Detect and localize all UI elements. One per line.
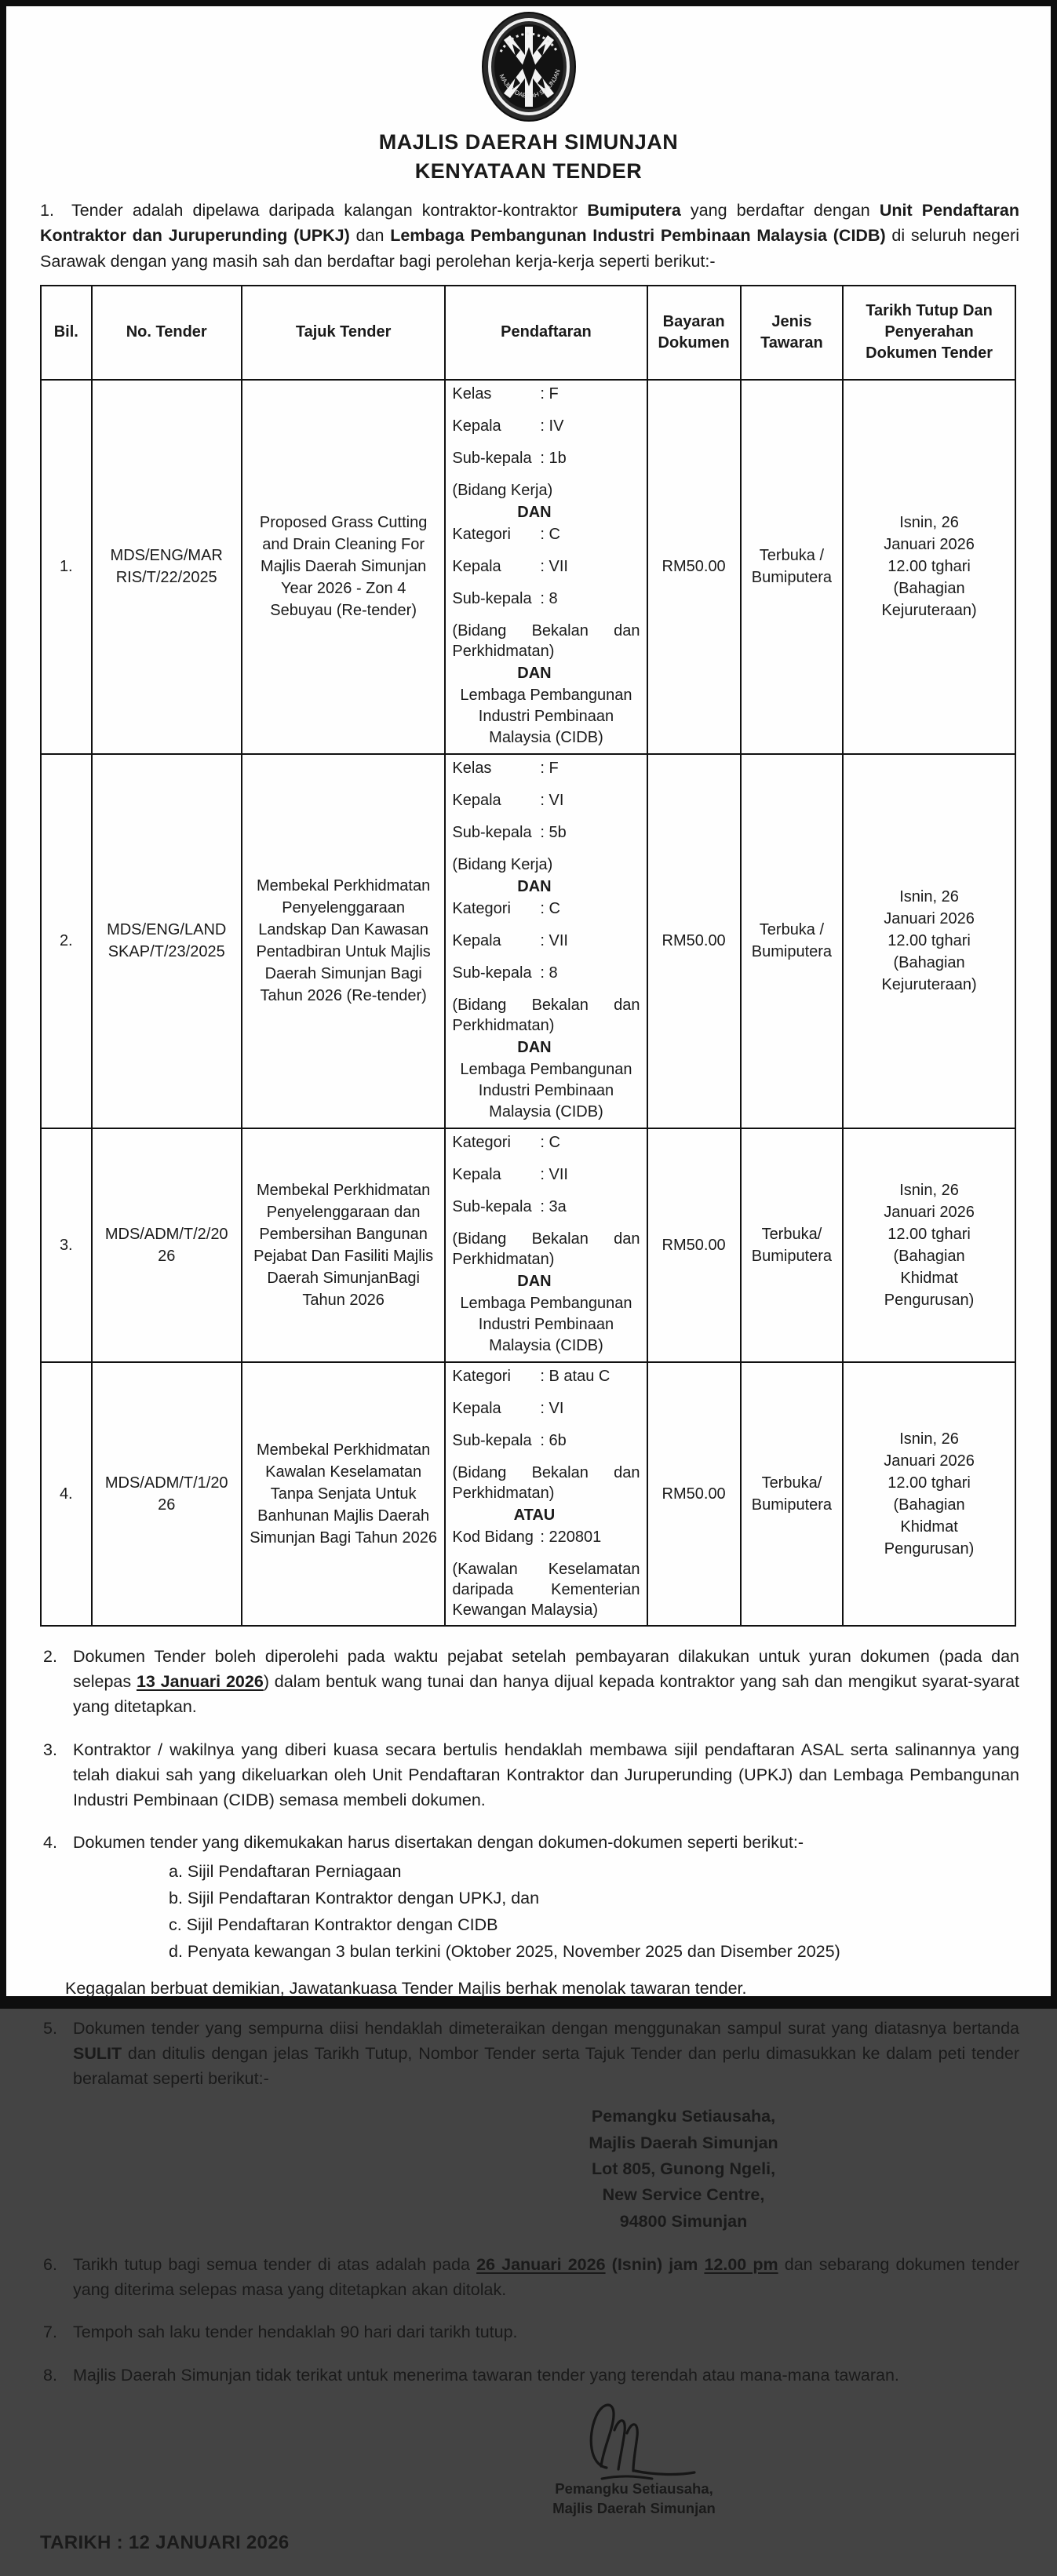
note-item: [40, 1737, 1019, 1813]
cell-tajuk: Proposed Grass Cutting and Drain Cleaning For Majlis Daerah Simunjan Year 2026 - Zon 4 Sebuyau (Re-tender): [242, 380, 446, 754]
tarikh-line: Januari 2026: [884, 536, 975, 554]
pendaftaran-value: : 220801: [540, 1528, 602, 1546]
cell-bayaran: RM50.00: [647, 380, 741, 754]
address-line: New Service Centre,: [602, 2185, 765, 2205]
pendaftaran-pair: [452, 1164, 640, 1185]
tarikh-line: Khidmat: [900, 1518, 958, 1536]
pendaftaran-pair: [452, 931, 640, 951]
note-item: [40, 2016, 1019, 2092]
pendaftaran-line: (Bidang Bekalan dan Perkhidmatan): [452, 1230, 640, 1268]
note-number: 4.: [43, 1833, 57, 1853]
cell-no-tender: [92, 1128, 242, 1362]
cell-jenis: Terbuka/ Bumiputera: [741, 1128, 843, 1362]
pendaftaran-value: : VI: [540, 791, 564, 809]
pendaftaran-label: Kod Bidang: [452, 1528, 534, 1546]
pendaftaran-value: : VII: [540, 931, 568, 949]
pendaftaran-pair: [452, 1430, 640, 1451]
cell-no-tender: [92, 1362, 242, 1626]
cell-bil: 3.: [41, 1128, 92, 1362]
pendaftaran-value: : C: [540, 1133, 560, 1151]
pendaftaran-value: : 3a: [540, 1197, 567, 1215]
pendaftaran-value: : F: [540, 759, 559, 777]
cell-jenis: Terbuka / Bumiputera: [741, 380, 843, 754]
note-number: 6.: [43, 2254, 57, 2274]
pendaftaran-label: Sub-kepala: [452, 589, 532, 607]
text-segment: (Isnin) jam: [605, 2254, 705, 2274]
text-segment: dan ditulis dengan jelas Tarikh Tutup, Nombor Tender serta Tajuk Tender dan perlu dimasukkan ke dalam peti tender beralamat seperti berikut:-: [73, 2043, 1019, 2088]
pendaftaran-value: : 1b: [540, 449, 567, 467]
text-segment: Tender adalah dipelawa daripada kalangan kontraktor-kontraktor: [71, 201, 588, 220]
sublist-item: d. Penyata kewangan 3 bulan terkini (Oktober 2025, November 2025 dan Disember 2025): [169, 1942, 840, 1962]
pendaftaran-line: Lembaga Pembangunan Industri Pembinaan Malaysia (CIDB): [460, 686, 632, 746]
column-header: Tarikh Tutup Dan Penyerahan Dokumen Tender: [843, 286, 1015, 380]
table-row: [41, 754, 1015, 1128]
pendaftaran-pair: [452, 822, 640, 843]
no-tender-line: 26: [158, 1496, 176, 1514]
pendaftaran-pair: [452, 1527, 640, 1547]
text-segment: 13 Januari 2026: [136, 1672, 264, 1691]
cell-bil: 1.: [41, 380, 92, 754]
tarikh-line: (Bahagian: [893, 1496, 965, 1514]
pendaftaran-pair: [452, 898, 640, 919]
pendaftaran-pair: [452, 448, 640, 468]
pendaftaran-line: Lembaga Pembangunan Industri Pembinaan Malaysia (CIDB): [460, 1060, 632, 1120]
note-item: [40, 1830, 1019, 1964]
pendaftaran-pair: [452, 1366, 640, 1386]
cell-tarikh: [843, 754, 1015, 1128]
note-number: 3.: [43, 1740, 57, 1759]
pendaftaran-label: Sub-kepala: [452, 449, 532, 467]
tarikh-line: (Bahagian: [893, 580, 965, 598]
column-header: No. Tender: [92, 286, 242, 380]
pendaftaran-line: (Kawalan Keselamatan daripada Kementerian Kewangan Malaysia): [452, 1560, 640, 1619]
address-line: 94800 Simunjan: [619, 2211, 748, 2231]
signature-mark: [552, 2396, 716, 2482]
cell-pendaftaran: [445, 1128, 647, 1362]
pendaftaran-pair: [452, 556, 640, 577]
address-line: Majlis Daerah Simunjan: [589, 2133, 778, 2152]
document-date: TARIKH : 12 JANUARI 2026: [40, 2531, 290, 2553]
text-segment: SULIT: [73, 2043, 122, 2063]
intro-number: 1.: [40, 201, 54, 220]
cell-bayaran: RM50.00: [647, 1362, 741, 1626]
text-segment: ) dalam bentuk wang tunai dan hanya dijual kepada kontraktor yang sah dan mengikut syarat-syarat yang ditetapkan.: [73, 1672, 1020, 1717]
pendaftaran-line: DAN: [517, 877, 552, 895]
pendaftaran-line: DAN: [517, 664, 552, 682]
sublist-item: c. Sijil Pendaftaran Kontraktor dengan CIDB: [169, 1915, 498, 1934]
note-item: [40, 2319, 1019, 2345]
pendaftaran-label: Kepala: [452, 931, 501, 949]
no-tender-line: RIS/T/22/2025: [115, 569, 217, 587]
text-segment: di seluruh negeri Sarawak dengan yang masih sah dan berdaftar bagi perolehan kerja-kerja seperti berikut:-: [40, 226, 1019, 271]
no-tender-line: MDS/ADM/T/1/20: [104, 1474, 228, 1492]
pendaftaran-line: DAN: [517, 503, 552, 521]
pendaftaran-pair: [452, 416, 640, 436]
pendaftaran-pair: [452, 524, 640, 545]
tarikh-line: Isnin, 26: [899, 1430, 959, 1448]
cell-jenis: Terbuka/ Bumiputera: [741, 1362, 843, 1626]
cell-tajuk: Membekal Perkhidmatan Penyelenggaraan dan Pembersihan Bangunan Pejabat Dan Fasiliti Majlis Daerah SimunjanBagi Tahun 2026: [242, 1128, 446, 1362]
pendaftaran-pair: [452, 1398, 640, 1419]
council-logo: [481, 11, 577, 122]
tarikh-line: Januari 2026: [884, 1203, 975, 1221]
column-header: Bayaran Dokumen: [647, 286, 741, 380]
signatory-org: Majlis Daerah Simunjan: [552, 2499, 716, 2516]
pendaftaran-value: : C: [540, 899, 560, 917]
note-sublist: [169, 1859, 1019, 1965]
column-header: Jenis Tawaran: [741, 286, 843, 380]
address-line: Pemangku Setiausaha,: [591, 2107, 776, 2126]
pendaftaran-label: Kategori: [452, 899, 511, 917]
tarikh-line: Isnin, 26: [899, 514, 959, 532]
note-number: 7.: [43, 2323, 57, 2342]
table-row: [41, 1128, 1015, 1362]
tarikh-line: 12.00 tghari: [888, 1474, 971, 1492]
tarikh-line: Isnin, 26: [899, 1181, 959, 1199]
pendaftaran-value: : VII: [540, 557, 568, 575]
tarikh-line: 12.00 tghari: [888, 1225, 971, 1243]
cell-bil: 4.: [41, 1362, 92, 1626]
tarikh-line: Januari 2026: [884, 1452, 975, 1470]
no-tender-line: 26: [158, 1247, 176, 1265]
text-segment: Dokumen tender yang dikemukakan harus disertakan dengan dokumen-dokumen seperti berikut:-: [73, 1833, 804, 1853]
cell-pendaftaran: [445, 380, 647, 754]
pendaftaran-label: Sub-kepala: [452, 964, 532, 982]
pendaftaran-value: : VI: [540, 1399, 564, 1417]
tarikh-line: (Bahagian: [893, 954, 965, 972]
table-row: [41, 1362, 1015, 1626]
pendaftaran-line: (Bidang Bekalan dan Perkhidmatan): [452, 1463, 640, 1502]
text-segment: Bumiputera: [587, 201, 681, 220]
tender-table-body: [41, 380, 1015, 1626]
pendaftaran-value: : IV: [540, 417, 564, 435]
text-segment: 26 Januari 2026: [476, 2254, 606, 2274]
pendaftaran-label: Sub-kepala: [452, 1197, 532, 1215]
pendaftaran-label: Kategori: [452, 525, 511, 543]
pendaftaran-value: : 8: [540, 964, 558, 982]
signature-block: [493, 2396, 775, 2519]
no-tender-line: SKAP/T/23/2025: [108, 943, 225, 961]
pendaftaran-line: ATAU: [513, 1506, 556, 1524]
pendaftaran-label: Kategori: [452, 1133, 511, 1151]
cell-no-tender: [92, 380, 242, 754]
column-header: Tajuk Tender: [242, 286, 446, 380]
intro-paragraph: [40, 198, 1019, 274]
cell-bayaran: RM50.00: [647, 754, 741, 1128]
pendaftaran-value: : B atau C: [540, 1367, 611, 1385]
pendaftaran-value: : VII: [540, 1165, 568, 1183]
text-segment: yang berdaftar dengan: [680, 201, 880, 220]
pendaftaran-pair: [452, 588, 640, 609]
cell-tarikh: [843, 1128, 1015, 1362]
pendaftaran-line: (Bidang Kerja): [452, 481, 553, 499]
tender-box-address: [479, 2104, 888, 2235]
pendaftaran-label: Kepala: [452, 557, 501, 575]
note-number: 2.: [43, 1646, 57, 1666]
text-segment: Tarikh tutup bagi semua tender di atas adalah pada: [73, 2254, 477, 2274]
tarikh-line: (Bahagian: [893, 1247, 965, 1265]
column-header: Pendaftaran: [445, 286, 647, 380]
cell-jenis: Terbuka / Bumiputera: [741, 754, 843, 1128]
pendaftaran-value: : 6b: [540, 1431, 567, 1449]
pendaftaran-label: Kepala: [452, 1399, 501, 1417]
no-tender-line: MDS/ADM/T/2/20: [104, 1225, 228, 1243]
document-footer: [6, 2396, 1051, 2576]
text-segment: 12.00 pm: [704, 2254, 778, 2274]
pendaftaran-label: Kelas: [452, 759, 492, 777]
pendaftaran-label: Kepala: [452, 1165, 501, 1183]
tarikh-line: Pengurusan): [884, 1539, 975, 1558]
pendaftaran-pair: [452, 1132, 640, 1153]
logo-ring-text: MAJLIS DAERAH SIMUNJAN: [498, 68, 562, 100]
sublist-item: b. Sijil Pendaftaran Kontraktor dengan UPKJ, dan: [169, 1888, 540, 1907]
pendaftaran-label: Sub-kepala: [452, 1431, 532, 1449]
note-item: [40, 1644, 1019, 1720]
note-item: [40, 2252, 1019, 2303]
tarikh-line: Isnin, 26: [899, 888, 959, 906]
tender-table: [40, 285, 1016, 1627]
cell-tajuk: Membekal Perkhidmatan Kawalan Keselamatan Tanpa Senjata Untuk Banhunan Majlis Daerah Simunjan Bagi Tahun 2026: [242, 1362, 446, 1626]
no-tender-line: MDS/ENG/LAND: [107, 921, 227, 939]
cell-tarikh: [843, 1362, 1015, 1626]
address-line: Lot 805, Gunong Ngeli,: [591, 2159, 776, 2178]
text-segment: Kontraktor / wakilnya yang diberi kuasa secara bertulis hendaklah membawa sijil pendaftaran ASAL serta salinannya yang telah diakui sah yang dikeluarkan oleh Unit Pendaftaran Kontraktor dan Juruperunding (UPKJ) dan Lembaga Pembangunan Industri Pembinaan (CIDB) semasa membeli dokumen.: [73, 1740, 1019, 1809]
page-title: MAJLIS DAERAH SIMUNJAN: [378, 130, 679, 154]
note-number: 8.: [43, 2365, 57, 2385]
tarikh-line: Kejuruteraan): [881, 602, 977, 620]
pendaftaran-label: Kepala: [452, 791, 501, 809]
pendaftaran-pair: [452, 384, 640, 404]
cell-tajuk: Membekal Perkhidmatan Penyelenggaraan Landskap Dan Kawasan Pentadbiran Untuk Majlis Daerah Simunjan Bagi Tahun 2026 (Re-tender): [242, 754, 446, 1128]
pendaftaran-value: : C: [540, 525, 560, 543]
cell-no-tender: [92, 754, 242, 1128]
cell-tarikh: [843, 380, 1015, 754]
pendaftaran-value: : F: [540, 384, 559, 403]
pendaftaran-line: Lembaga Pembangunan Industri Pembinaan Malaysia (CIDB): [460, 1294, 632, 1354]
pendaftaran-label: Kategori: [452, 1367, 511, 1385]
text-segment: Unit Pendaftaran Kontraktor dan Juruperunding (UPKJ): [40, 201, 1020, 246]
table-row: [41, 380, 1015, 754]
pendaftaran-line: (Bidang Kerja): [452, 855, 553, 873]
pendaftaran-pair: [452, 790, 640, 811]
text-segment: Dokumen tender yang sempurna diisi hendaklah dimeteraikan dengan menggunakan sampul surat yang diatasnya bertanda: [73, 2018, 1019, 2038]
note-number: 5.: [43, 2018, 57, 2038]
document-header: [6, 6, 1051, 184]
tarikh-line: Kejuruteraan): [881, 976, 977, 994]
pendaftaran-line: (Bidang Bekalan dan Perkhidmatan): [452, 621, 640, 660]
notes-section: [40, 1644, 1019, 2388]
column-header: Bil.: [41, 286, 92, 380]
no-tender-line: MDS/ENG/MAR: [110, 547, 223, 565]
pendaftaran-label: Kelas: [452, 384, 492, 403]
text-segment: Tempoh sah laku tender hendaklah 90 hari dari tarikh tutup.: [73, 2323, 518, 2342]
pendaftaran-line: DAN: [517, 1038, 552, 1056]
pendaftaran-line: (Bidang Bekalan dan Perkhidmatan): [452, 996, 640, 1034]
tarikh-line: Khidmat: [900, 1269, 958, 1287]
text-segment: Majlis Daerah Simunjan tidak terikat untuk menerima tawaran tender yang terendah atau mana-mana tawaran.: [73, 2365, 899, 2385]
sublist-item: a. Sijil Pendaftaran Perniagaan: [169, 1861, 402, 1881]
text-segment: Lembaga Pembangunan Industri Pembinaan Malaysia (CIDB): [390, 226, 886, 246]
cell-bil: 2.: [41, 754, 92, 1128]
tarikh-line: Pengurusan): [884, 1291, 975, 1309]
pendaftaran-label: Sub-kepala: [452, 823, 532, 841]
pendaftaran-pair: [452, 758, 640, 778]
pendaftaran-pair: [452, 1197, 640, 1217]
page-subtitle: KENYATAAN TENDER: [414, 159, 643, 183]
pendaftaran-label: Kepala: [452, 417, 501, 435]
text-segment: Dokumen Tender boleh diperolehi pada waktu pejabat setelah pembayaran dilakukan untuk yuran dokumen (pada dan selepas: [73, 1646, 1019, 1691]
text-segment: dan sebarang dokumen tender yang diterima selepas masa yang ditetapkan akan ditolak.: [73, 2254, 1020, 2300]
note-followup: Kegagalan berbuat demikian, Jawatankuasa Tender Majlis berhak menolak tawaran tender.: [65, 1978, 747, 1998]
pendaftaran-line: DAN: [517, 1272, 552, 1290]
tarikh-line: Januari 2026: [884, 910, 975, 928]
text-segment: dan: [349, 226, 391, 246]
tarikh-line: 12.00 tghari: [888, 558, 971, 576]
cell-bayaran: RM50.00: [647, 1128, 741, 1362]
cell-pendaftaran: [445, 1362, 647, 1626]
pendaftaran-value: : 5b: [540, 823, 567, 841]
signatory-title: Pemangku Setiausaha,: [555, 2479, 713, 2497]
table-header-row: [41, 286, 1015, 380]
note-item: [40, 2363, 1019, 2388]
tarikh-line: 12.00 tghari: [888, 932, 971, 950]
cell-pendaftaran: [445, 754, 647, 1128]
pendaftaran-value: : 8: [540, 589, 558, 607]
pendaftaran-pair: [452, 963, 640, 983]
